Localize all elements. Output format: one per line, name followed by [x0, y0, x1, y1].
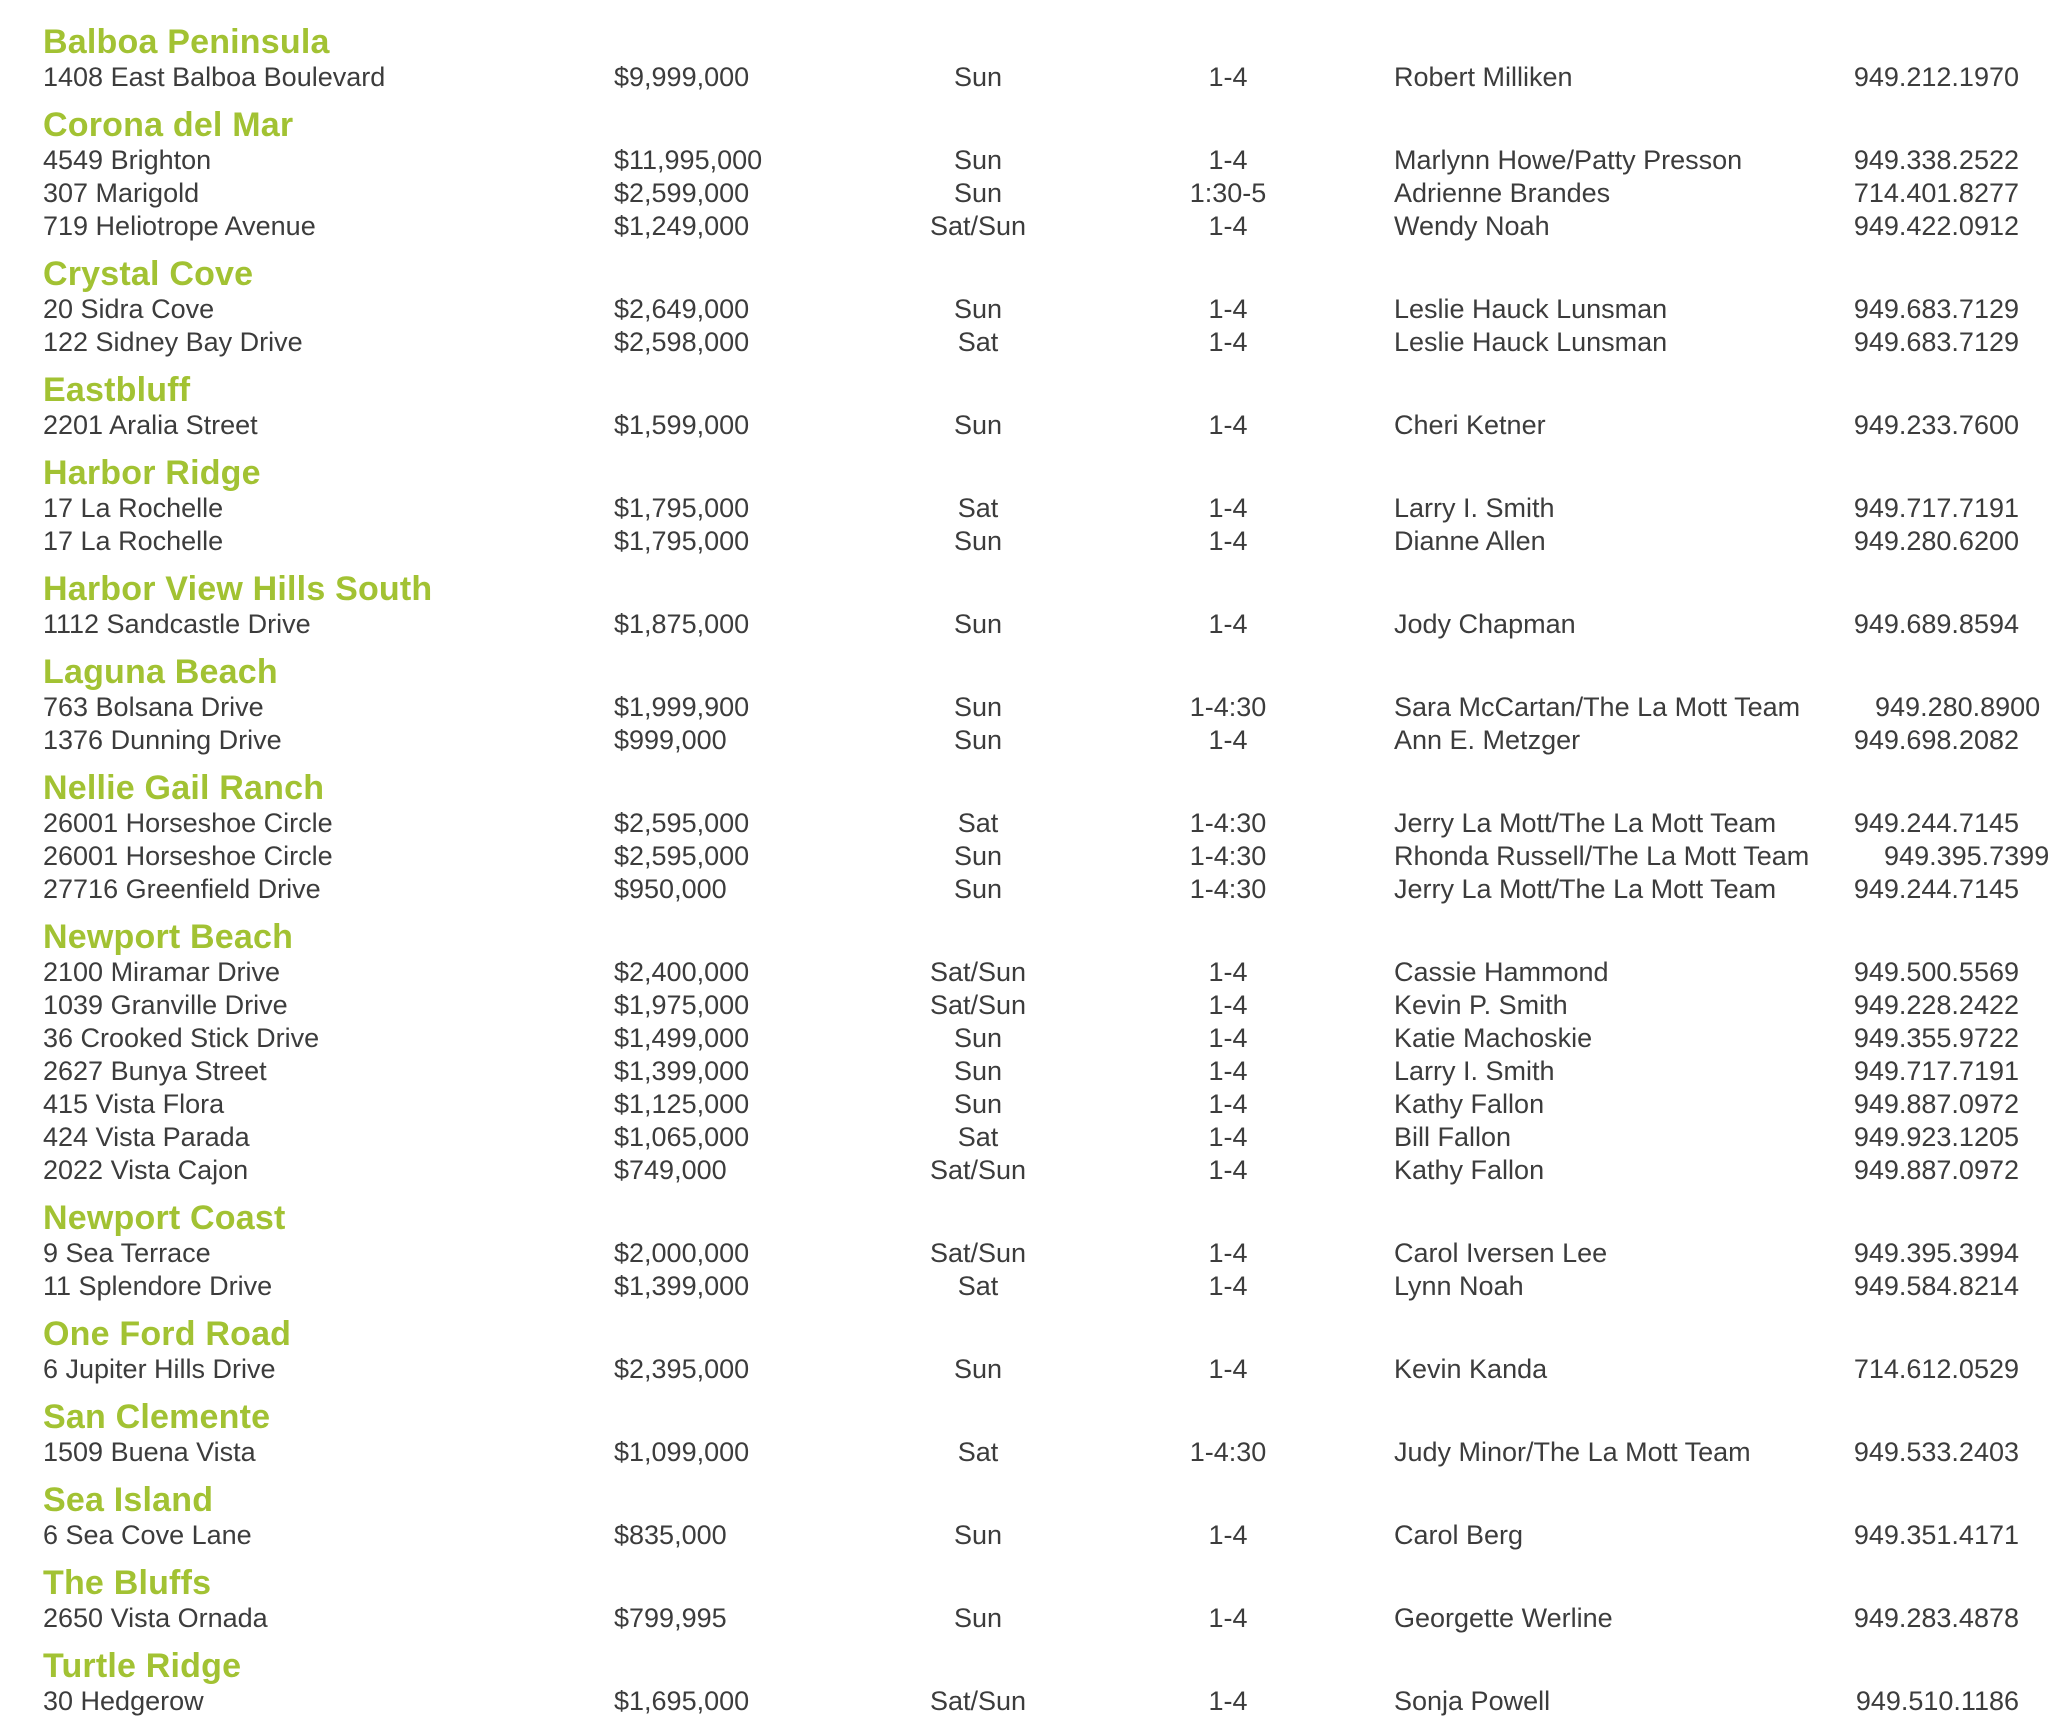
listing-phone: 949.923.1205	[1853, 1122, 2019, 1152]
listing-row	[43, 492, 2019, 525]
listing-time: 1-4	[1208, 1520, 1248, 1550]
listing-address: 36 Crooked Stick Drive	[43, 1023, 320, 1053]
listing-day: Sun	[953, 410, 1003, 440]
listing-phone: 949.584.8214	[1853, 1271, 2019, 1301]
listing-day: Sun	[953, 1023, 1003, 1053]
listing-address: 30 Hedgerow	[43, 1686, 204, 1716]
neighborhood-section	[43, 1648, 2019, 1718]
listing-time: 1-4	[1208, 1056, 1248, 1086]
listing-row	[43, 1353, 2019, 1386]
neighborhood-heading: Turtle Ridge	[43, 1647, 242, 1685]
listing-row	[43, 326, 2019, 359]
listing-phone: 714.401.8277	[1853, 178, 2019, 208]
listing-row	[43, 1436, 2019, 1469]
listing-price: $1,975,000	[614, 990, 750, 1020]
listing-day: Sat/Sun	[929, 211, 1027, 241]
listing-time: 1-4	[1208, 957, 1248, 987]
listing-row	[43, 61, 2019, 94]
listing-row	[43, 144, 2019, 177]
neighborhood-heading: The Bluffs	[43, 1564, 212, 1602]
listing-time: 1-4	[1208, 609, 1248, 639]
listing-agent: Carol Berg	[1394, 1520, 1524, 1550]
listing-address: 1112 Sandcastle Drive	[43, 609, 311, 639]
listing-phone: 949.717.7191	[1853, 1056, 2019, 1086]
listing-address: 307 Marigold	[43, 178, 200, 208]
listing-day: Sun	[953, 1089, 1003, 1119]
listing-phone: 949.351.4171	[1853, 1520, 2019, 1550]
listing-price: $1,599,000	[614, 410, 750, 440]
listing-day: Sun	[953, 1520, 1003, 1550]
listing-price: $2,599,000	[614, 178, 750, 208]
neighborhood-heading: Nellie Gail Ranch	[43, 769, 325, 807]
listing-phone: 949.338.2522	[1853, 145, 2019, 175]
listing-phone: 714.612.0529	[1853, 1354, 2019, 1384]
listing-day: Sat/Sun	[929, 1238, 1027, 1268]
listing-day: Sat	[957, 327, 999, 357]
listing-agent: Wendy Noah	[1394, 211, 1550, 241]
listing-time: 1-4:30	[1189, 808, 1267, 838]
listing-day: Sat/Sun	[929, 1155, 1027, 1185]
listing-price: $1,875,000	[614, 609, 750, 639]
listing-agent: Larry I. Smith	[1394, 493, 1555, 523]
listing-phone: 949.533.2403	[1853, 1437, 2019, 1467]
listing-phone: 949.228.2422	[1853, 990, 2019, 1020]
listing-price: $1,125,000	[614, 1089, 750, 1119]
listing-time: 1-4:30	[1189, 841, 1267, 871]
neighborhood-section	[43, 455, 2019, 558]
listing-time: 1-4	[1208, 1089, 1248, 1119]
neighborhood-heading: Eastbluff	[43, 371, 191, 409]
listing-price: $1,399,000	[614, 1056, 750, 1086]
listing-phone: 949.510.1186	[1855, 1686, 2019, 1716]
listing-agent: Dianne Allen	[1394, 526, 1546, 556]
listing-time: 1-4	[1208, 294, 1248, 324]
listing-day: Sun	[953, 609, 1003, 639]
listing-time: 1-4	[1208, 1238, 1248, 1268]
listing-price: $1,499,000	[614, 1023, 750, 1053]
neighborhood-section	[43, 1200, 2019, 1303]
listing-phone: 949.698.2082	[1853, 725, 2019, 755]
listing-price: $2,598,000	[614, 327, 750, 357]
neighborhood-heading: Newport Beach	[43, 918, 294, 956]
listing-agent: Adrienne Brandes	[1394, 178, 1611, 208]
listing-phone: 949.683.7129	[1853, 294, 2019, 324]
listing-day: Sun	[953, 725, 1003, 755]
neighborhood-section	[43, 1399, 2019, 1469]
listing-agent: Katie Machoskie	[1394, 1023, 1593, 1053]
listing-time: 1-4	[1208, 327, 1248, 357]
listing-row	[43, 956, 2019, 989]
listing-price: $1,065,000	[614, 1122, 750, 1152]
listing-day: Sat	[957, 808, 999, 838]
listing-agent: Kevin P. Smith	[1394, 990, 1568, 1020]
listing-phone: 949.283.4878	[1853, 1603, 2019, 1633]
listing-price: $1,249,000	[614, 211, 750, 241]
listing-price: $2,395,000	[614, 1354, 750, 1384]
neighborhood-section	[43, 256, 2019, 359]
listing-time: 1-4	[1208, 1686, 1248, 1716]
listing-time: 1-4:30	[1189, 1437, 1267, 1467]
listing-price: $999,000	[614, 725, 727, 755]
neighborhood-section	[43, 1565, 2019, 1635]
listing-price: $11,995,000	[614, 145, 763, 175]
listing-address: 415 Vista Flora	[43, 1089, 225, 1119]
neighborhood-heading: Sea Island	[43, 1481, 214, 1519]
listing-address: 1376 Dunning Drive	[43, 725, 282, 755]
listing-day: Sun	[953, 874, 1003, 904]
neighborhood-heading: Harbor Ridge	[43, 454, 261, 492]
listing-time: 1-4	[1208, 1271, 1248, 1301]
listing-price: $2,000,000	[614, 1238, 750, 1268]
listing-address: 2022 Vista Cajon	[43, 1155, 249, 1185]
listing-phone: 949.395.7399	[1884, 841, 2050, 871]
listing-agent: Ann E. Metzger	[1394, 725, 1581, 755]
listing-price: $1,999,900	[614, 692, 750, 722]
listing-day: Sun	[953, 62, 1003, 92]
neighborhood-section	[43, 919, 2019, 1187]
neighborhood-section	[43, 653, 2041, 757]
listing-row	[43, 1602, 2019, 1635]
neighborhood-section	[43, 1482, 2019, 1552]
listing-day: Sun	[953, 145, 1003, 175]
neighborhood-heading: Crystal Cove	[43, 255, 254, 293]
listing-time: 1-4	[1208, 1122, 1248, 1152]
listing-agent: Marlynn Howe/Patty Presson	[1394, 145, 1743, 175]
listing-row	[43, 409, 2019, 442]
listing-price: $950,000	[614, 874, 727, 904]
listing-day: Sun	[953, 1056, 1003, 1086]
listing-price: $835,000	[614, 1520, 727, 1550]
listing-agent: Sara McCartan/The La Mott Team	[1394, 692, 1801, 722]
listing-time: 1-4	[1208, 493, 1248, 523]
listing-row	[43, 1055, 2019, 1088]
listing-time: 1-4	[1208, 211, 1248, 241]
listing-time: 1:30-5	[1189, 178, 1267, 208]
listing-address: 20 Sidra Cove	[43, 294, 215, 324]
listing-time: 1-4	[1208, 1023, 1248, 1053]
listing-phone: 949.887.0972	[1853, 1155, 2019, 1185]
listing-row	[43, 873, 2019, 906]
listing-time: 1-4	[1208, 410, 1248, 440]
listing-row	[43, 608, 2019, 641]
listing-address: 17 La Rochelle	[43, 493, 224, 523]
listing-price: $749,000	[614, 1155, 727, 1185]
listing-agent: Rhonda Russell/The La Mott Team	[1394, 841, 1810, 871]
listing-phone: 949.717.7191	[1853, 493, 2019, 523]
listing-agent: Kathy Fallon	[1394, 1089, 1545, 1119]
listing-row	[43, 1237, 2019, 1270]
listing-agent: Georgette Werline	[1394, 1603, 1613, 1633]
listing-price: $1,795,000	[614, 526, 750, 556]
listing-day: Sat/Sun	[929, 1686, 1027, 1716]
listing-row	[43, 177, 2019, 210]
listing-time: 1-4:30	[1189, 874, 1267, 904]
listing-time: 1-4	[1208, 145, 1248, 175]
listing-day: Sun	[953, 178, 1003, 208]
neighborhood-heading: Harbor View Hills South	[43, 570, 433, 608]
listing-agent: Kathy Fallon	[1394, 1155, 1545, 1185]
listing-phone: 949.233.7600	[1853, 410, 2019, 440]
listing-phone: 949.395.3994	[1853, 1238, 2019, 1268]
listing-agent: Carol Iversen Lee	[1394, 1238, 1608, 1268]
listing-address: 1039 Granville Drive	[43, 990, 288, 1020]
listing-day: Sat	[957, 1122, 999, 1152]
neighborhood-heading: One Ford Road	[43, 1315, 292, 1353]
listing-row	[43, 525, 2019, 558]
listing-agent: Leslie Hauck Lunsman	[1394, 294, 1668, 324]
listing-row	[43, 840, 2050, 873]
listing-address: 2100 Miramar Drive	[43, 957, 281, 987]
listing-address: 9 Sea Terrace	[43, 1238, 211, 1268]
listing-price: $2,595,000	[614, 841, 750, 871]
listing-address: 17 La Rochelle	[43, 526, 224, 556]
listing-address: 2627 Bunya Street	[43, 1056, 267, 1086]
listing-phone: 949.280.6200	[1853, 526, 2019, 556]
listing-phone: 949.244.7145	[1853, 808, 2019, 838]
listing-price: $1,099,000	[614, 1437, 750, 1467]
neighborhood-heading: Balboa Peninsula	[43, 23, 330, 61]
listing-day: Sun	[953, 294, 1003, 324]
listing-row	[43, 1519, 2019, 1552]
listing-phone: 949.355.9722	[1853, 1023, 2019, 1053]
listing-row	[43, 210, 2019, 243]
listing-address: 26001 Horseshoe Circle	[43, 808, 333, 838]
listing-address: 1509 Buena Vista	[43, 1437, 256, 1467]
listing-price: $2,595,000	[614, 808, 750, 838]
listing-phone: 949.683.7129	[1853, 327, 2019, 357]
listing-agent: Bill Fallon	[1394, 1122, 1512, 1152]
listing-phone: 949.500.5569	[1853, 957, 2019, 987]
listing-day: Sun	[953, 692, 1003, 722]
listing-agent: Sonja Powell	[1394, 1686, 1551, 1716]
listing-time: 1-4	[1208, 1155, 1248, 1185]
listing-price: $799,995	[614, 1603, 727, 1633]
listing-price: $2,400,000	[614, 957, 750, 987]
listing-agent: Robert Milliken	[1394, 62, 1573, 92]
listing-phone: 949.422.0912	[1853, 211, 2019, 241]
listing-row	[43, 691, 2041, 724]
neighborhood-heading: Newport Coast	[43, 1199, 286, 1237]
listing-time: 1-4	[1208, 725, 1248, 755]
listing-time: 1-4	[1208, 990, 1248, 1020]
listing-address: 122 Sidney Bay Drive	[43, 327, 303, 357]
listing-address: 6 Sea Cove Lane	[43, 1520, 252, 1550]
neighborhood-section	[43, 107, 2019, 243]
listing-phone: 949.212.1970	[1853, 62, 2019, 92]
listing-address: 719 Heliotrope Avenue	[43, 211, 316, 241]
neighborhood-section	[43, 571, 2019, 641]
listing-day: Sun	[953, 1354, 1003, 1384]
listing-row	[43, 1154, 2019, 1187]
listing-row	[43, 1022, 2019, 1055]
listing-time: 1-4	[1208, 1354, 1248, 1384]
listing-phone: 949.887.0972	[1853, 1089, 2019, 1119]
listing-agent: Jody Chapman	[1394, 609, 1576, 639]
listing-address: 11 Splendore Drive	[43, 1271, 273, 1301]
listing-address: 27716 Greenfield Drive	[43, 874, 321, 904]
listing-day: Sun	[953, 1603, 1003, 1633]
listing-agent: Cassie Hammond	[1394, 957, 1609, 987]
neighborhood-section	[43, 1316, 2019, 1386]
listing-row	[43, 1121, 2019, 1154]
listing-address: 4549 Brighton	[43, 145, 212, 175]
listing-phone: 949.689.8594	[1853, 609, 2019, 639]
listing-agent: Cheri Ketner	[1394, 410, 1546, 440]
listing-day: Sat/Sun	[929, 990, 1027, 1020]
listing-address: 1408 East Balboa Boulevard	[43, 62, 386, 92]
listing-row	[43, 724, 2019, 757]
listing-phone: 949.244.7145	[1853, 874, 2019, 904]
listing-price: $1,399,000	[614, 1271, 750, 1301]
listing-time: 1-4	[1208, 526, 1248, 556]
listing-row	[43, 293, 2019, 326]
listing-row	[43, 1088, 2019, 1121]
listing-agent: Jerry La Mott/The La Mott Team	[1394, 808, 1777, 838]
listing-agent: Kevin Kanda	[1394, 1354, 1548, 1384]
listing-row	[43, 807, 2019, 840]
neighborhood-section	[43, 372, 2019, 442]
listing-time: 1-4:30	[1189, 692, 1267, 722]
listing-agent: Jerry La Mott/The La Mott Team	[1394, 874, 1777, 904]
listing-day: Sun	[953, 526, 1003, 556]
listing-price: $1,795,000	[614, 493, 750, 523]
listing-agent: Larry I. Smith	[1394, 1056, 1555, 1086]
listing-day: Sun	[953, 841, 1003, 871]
neighborhood-heading: Laguna Beach	[43, 653, 278, 691]
listing-phone: 949.280.8900	[1875, 692, 2041, 722]
neighborhood-heading: Corona del Mar	[43, 106, 294, 144]
listing-price: $2,649,000	[614, 294, 750, 324]
listing-day: Sat	[957, 1271, 999, 1301]
listing-day: Sat	[957, 1437, 999, 1467]
listing-agent: Lynn Noah	[1394, 1271, 1524, 1301]
listing-address: 2650 Vista Ornada	[43, 1603, 268, 1633]
listing-address: 6 Jupiter Hills Drive	[43, 1354, 276, 1384]
listing-agent: Leslie Hauck Lunsman	[1394, 327, 1668, 357]
listing-day: Sat	[957, 493, 999, 523]
listing-address: 424 Vista Parada	[43, 1122, 250, 1152]
listing-address: 2201 Aralia Street	[43, 410, 258, 440]
listing-address: 763 Bolsana Drive	[43, 692, 264, 722]
listing-agent: Judy Minor/The La Mott Team	[1394, 1437, 1751, 1467]
listing-time: 1-4	[1208, 62, 1248, 92]
listing-time: 1-4	[1208, 1603, 1248, 1633]
listing-day: Sat/Sun	[929, 957, 1027, 987]
neighborhood-section	[43, 24, 2019, 94]
neighborhood-heading: San Clemente	[43, 1398, 271, 1436]
listing-row	[43, 989, 2019, 1022]
listing-price: $1,695,000	[614, 1686, 750, 1716]
listing-row	[43, 1270, 2019, 1303]
neighborhood-section	[43, 769, 2050, 906]
listing-address: 26001 Horseshoe Circle	[43, 841, 333, 871]
listing-price: $9,999,000	[614, 62, 750, 92]
listing-row	[43, 1685, 2019, 1718]
